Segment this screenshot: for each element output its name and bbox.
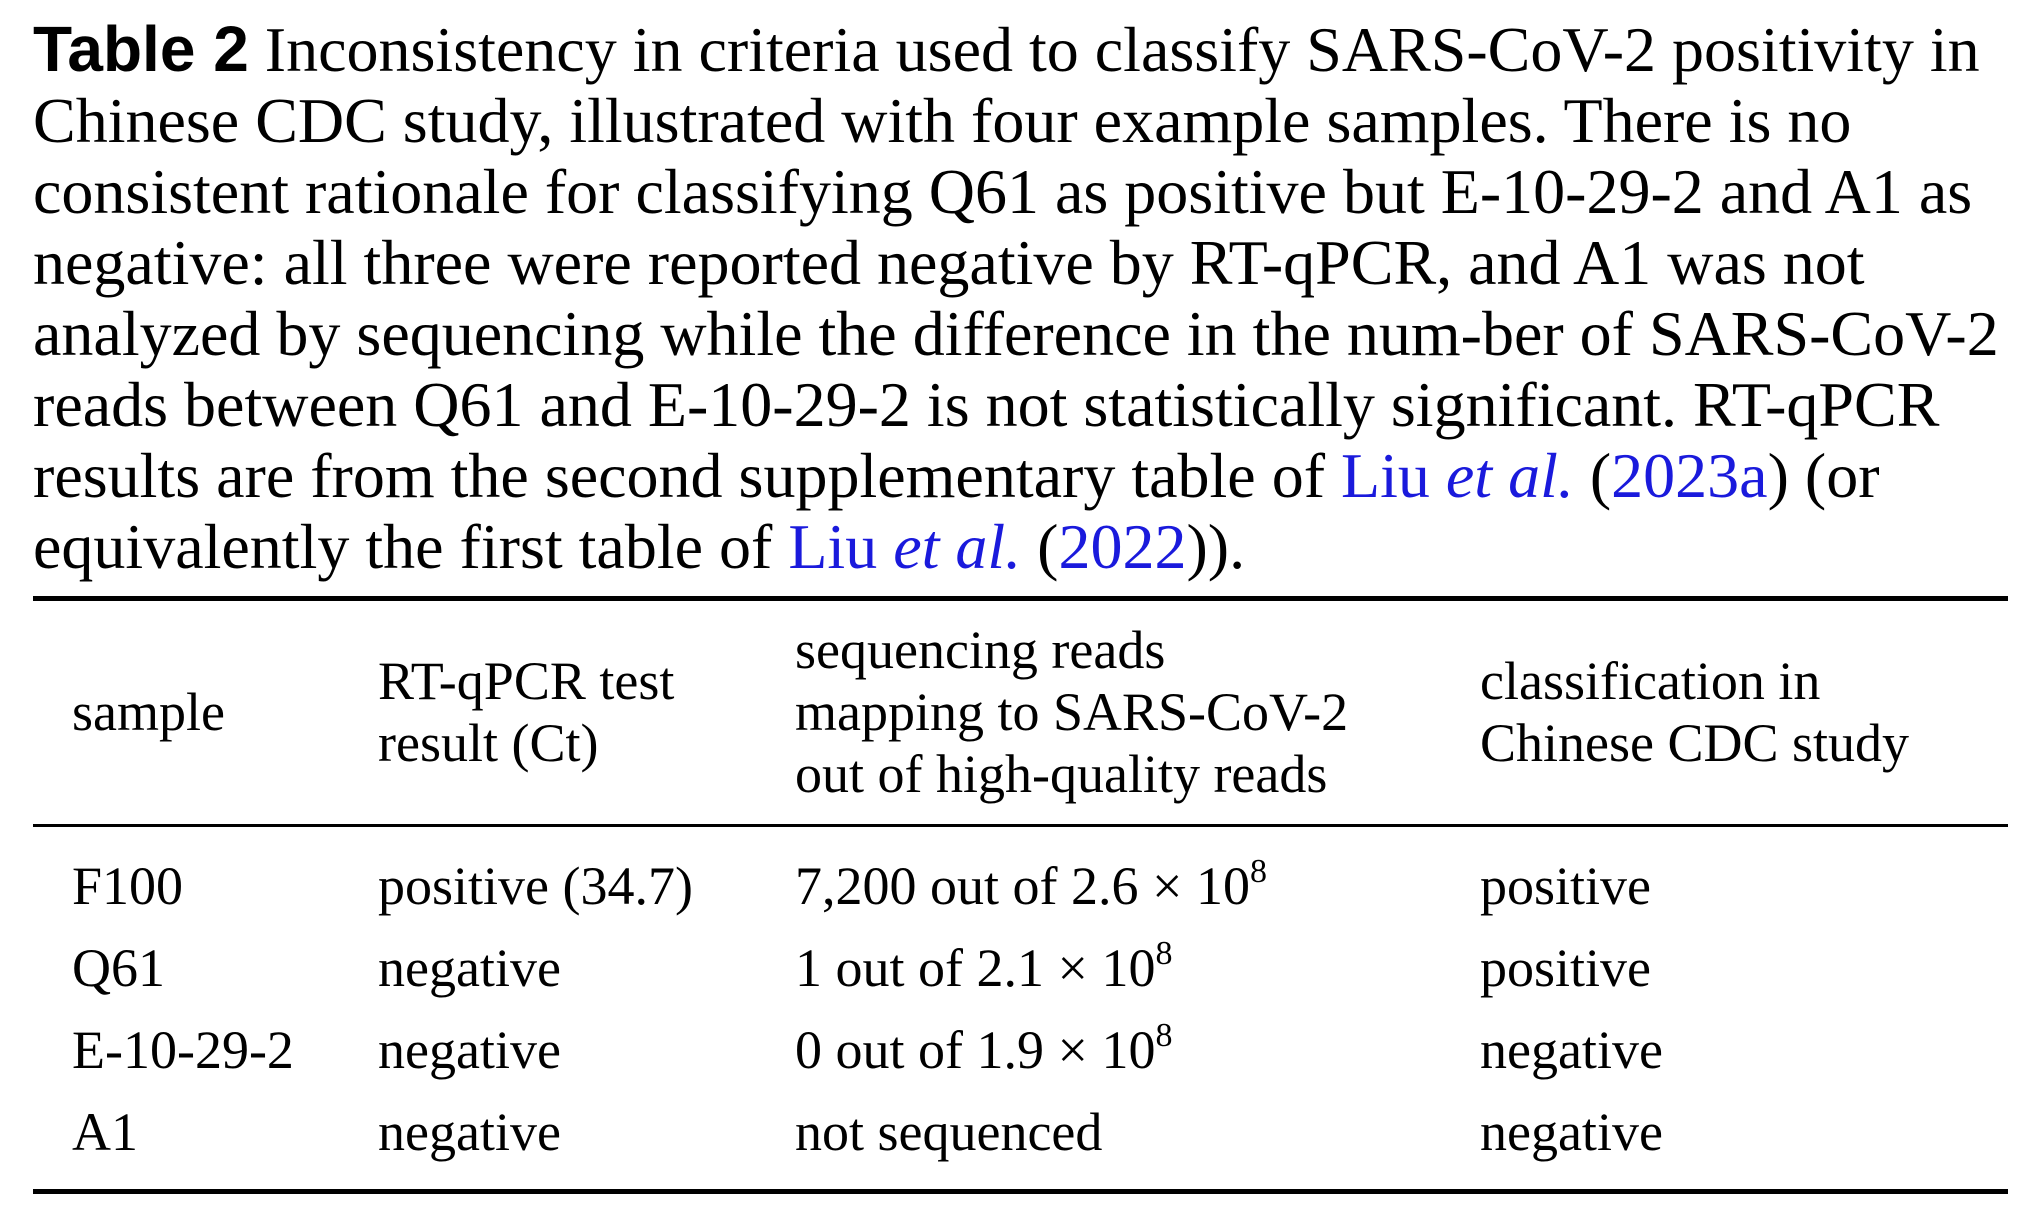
cell-rtqpcr: positive (34.7) xyxy=(378,856,693,916)
seq-reads-base: not sequenced xyxy=(795,1102,1103,1162)
cell-rtqpcr: negative xyxy=(378,1102,561,1162)
citation-link-liu-2022[interactable] xyxy=(788,511,1021,582)
cell-classification: negative xyxy=(1480,1102,1663,1162)
cell-classification: positive xyxy=(1480,856,1651,916)
header-class-line2: Chinese CDC study xyxy=(1480,713,1910,773)
cell-seq-reads xyxy=(795,855,1267,917)
header-rtqpcr-line1: RT-qPCR test xyxy=(378,651,675,711)
seq-reads-exponent: 8 xyxy=(1155,1017,1173,1054)
cell-rtqpcr: negative xyxy=(378,1020,561,1080)
table-top-rule xyxy=(33,596,2008,601)
citation-year-2023a[interactable]: 2023a xyxy=(1611,440,1768,511)
cell-sample: A1 xyxy=(72,1102,138,1162)
table-label: Table 2 xyxy=(33,13,249,85)
header-seq-line1: sequencing reads xyxy=(795,620,1166,680)
seq-reads-base: 1 out of 2.1 × 10 xyxy=(795,938,1156,998)
cell-sample: F100 xyxy=(72,856,184,916)
cell-seq-reads xyxy=(795,937,1172,999)
table-caption xyxy=(33,14,2013,582)
cell-sample: E-10-29-2 xyxy=(72,1020,294,1080)
seq-reads-base: 0 out of 1.9 × 10 xyxy=(795,1020,1156,1080)
citation-paren: ( xyxy=(1573,440,1612,511)
citation-paren: ( xyxy=(1021,511,1059,582)
header-sample: sample xyxy=(72,682,225,742)
cell-rtqpcr: negative xyxy=(378,938,561,998)
table-bottom-rule xyxy=(33,1189,2008,1194)
cell-sample: Q61 xyxy=(72,938,165,998)
citation-author: Liu xyxy=(788,511,894,582)
citation-etal: et al. xyxy=(893,511,1022,582)
cell-classification: negative xyxy=(1480,1020,1663,1080)
cell-seq-reads xyxy=(795,1101,1102,1163)
seq-reads-exponent: 8 xyxy=(1249,853,1267,890)
citation-author: Liu xyxy=(1341,440,1446,511)
citation-etal: et al. xyxy=(1445,440,1574,511)
caption-text-2: ) (or equivalently the first table of xyxy=(33,440,1880,582)
seq-reads-base: 7,200 out of 2.6 × 10 xyxy=(795,856,1250,916)
table-header-rule xyxy=(33,824,2008,827)
seq-reads-exponent: 8 xyxy=(1155,935,1173,972)
citation-year-2022[interactable]: 2022 xyxy=(1058,511,1187,582)
cell-classification: positive xyxy=(1480,938,1651,998)
header-seq-line3: out of high-quality reads xyxy=(795,744,1328,804)
cell-seq-reads xyxy=(795,1019,1172,1081)
caption-text: Inconsistency in criteria used to classify SARS-CoV-2 positivity in Chinese CDC study, illustrated with four example samples. There is no consistent rationale for classifying Q61 as positive but E-10-29-2 and A1 as negative: all three were reported negative by RT-qPCR, and A1 was not analyzed by sequencing while the difference in the num-ber of SARS-CoV-2 reads between Q61 and E-10-29-2 is not statistically significant. RT-qPCR results are from the second supplementary table of xyxy=(33,14,1999,511)
header-rtqpcr-line2: result (Ct) xyxy=(378,713,599,773)
citation-link-liu-2023a[interactable] xyxy=(1341,440,1574,511)
header-class-line1: classification in xyxy=(1480,651,1821,711)
caption-text-3: )). xyxy=(1186,511,1246,582)
header-seq-line2: mapping to SARS-CoV-2 xyxy=(795,682,1349,742)
